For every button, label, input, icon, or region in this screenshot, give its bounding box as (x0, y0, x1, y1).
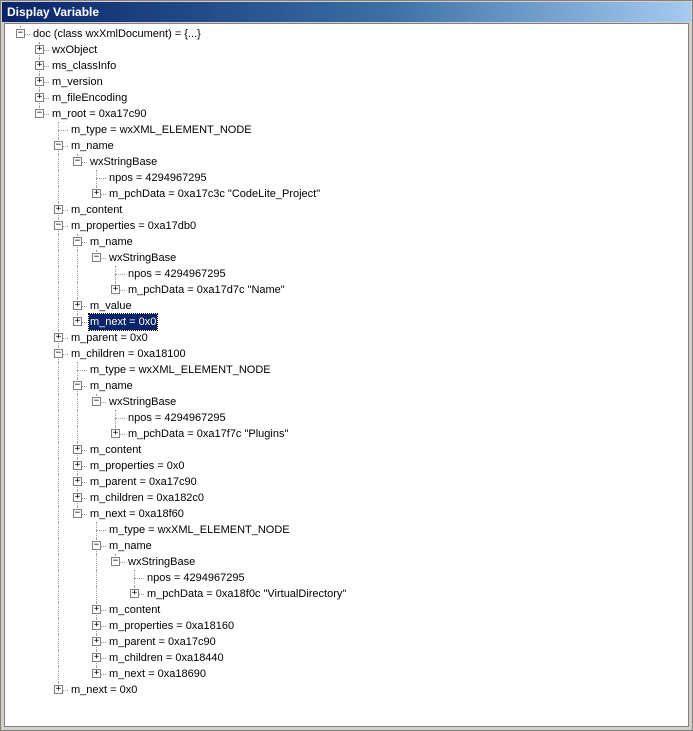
tree-item-label[interactable]: m_properties = 0xa17db0 (71, 220, 197, 232)
collapse-icon[interactable]: − (112, 556, 119, 566)
tree-guide-line (58, 362, 59, 378)
tree-guide-line (58, 538, 59, 554)
tree-row[interactable] (5, 522, 688, 538)
tree-item-label[interactable]: m_version (52, 76, 103, 88)
tree-guide-line (58, 570, 59, 586)
tree-row[interactable] (5, 90, 688, 106)
collapse-icon[interactable]: − (93, 396, 100, 406)
tree-item-label[interactable]: m_type = wxXML_ELEMENT_NODE (71, 124, 252, 136)
expand-icon[interactable]: + (74, 444, 81, 454)
collapse-icon[interactable]: − (55, 140, 62, 150)
tree-guide-line (58, 378, 59, 394)
tree-item-label[interactable]: m_next = 0x0 (90, 316, 157, 328)
expand-icon[interactable]: + (36, 60, 43, 70)
tree-row[interactable] (5, 570, 688, 586)
expand-icon[interactable]: + (112, 428, 119, 438)
collapse-icon[interactable]: − (55, 220, 62, 230)
tree-item-label[interactable]: npos = 4294967295 (128, 412, 226, 424)
collapse-icon[interactable]: − (93, 252, 100, 262)
tree-guide-line (134, 578, 144, 579)
tree-item-label[interactable]: m_root = 0xa17c90 (52, 108, 147, 120)
tree-guide-line (58, 490, 59, 506)
tree-item-label[interactable]: npos = 4294967295 (147, 572, 245, 584)
tree-item-label[interactable]: m_name (90, 380, 133, 392)
tree-guide-line (58, 314, 59, 330)
tree-item-label[interactable]: m_type = wxXML_ELEMENT_NODE (109, 524, 290, 536)
tree-row[interactable] (5, 202, 688, 218)
tree-row[interactable] (5, 298, 688, 314)
tree-guide-line (96, 570, 97, 586)
tree-guide-line (58, 634, 59, 650)
tree-item-label[interactable]: m_content (90, 444, 142, 456)
expand-icon[interactable]: + (36, 92, 43, 102)
tree-item-label[interactable]: m_value (90, 300, 132, 312)
tree-row[interactable] (5, 314, 688, 330)
expand-icon[interactable]: + (93, 188, 100, 198)
expand-icon[interactable]: + (36, 76, 43, 86)
tree-guide-line (58, 650, 59, 666)
tree-guide-line (58, 186, 59, 202)
tree-guide-line (77, 370, 87, 371)
expand-icon[interactable]: + (74, 316, 81, 326)
tree-item-label[interactable]: wxStringBase (109, 396, 177, 408)
tree-item-label[interactable]: m_name (109, 540, 152, 552)
tree-guide-line (77, 410, 78, 426)
expand-icon[interactable]: + (93, 652, 100, 662)
expand-icon[interactable]: + (112, 284, 119, 294)
tree-guide-line (96, 178, 106, 179)
tree-guide-line (58, 442, 59, 458)
tree-guide-line (77, 394, 78, 410)
tree-guide-line (58, 410, 59, 426)
tree-guide-line (58, 170, 59, 186)
expand-icon[interactable]: + (93, 620, 100, 630)
expand-icon[interactable]: + (93, 668, 100, 678)
tree-row[interactable] (5, 362, 688, 378)
tree-row[interactable] (5, 634, 688, 650)
tree-guide-line (96, 554, 97, 570)
tree-item-label[interactable]: m_type = wxXML_ELEMENT_NODE (90, 364, 271, 376)
tree-row[interactable] (5, 106, 688, 122)
tree-row[interactable] (5, 410, 688, 426)
tree-row[interactable] (5, 602, 688, 618)
tree-guide-line (58, 506, 59, 522)
tree-item-label[interactable]: m_children = 0xa18100 (71, 348, 186, 360)
expand-icon[interactable]: + (36, 44, 43, 54)
tree-row[interactable] (5, 74, 688, 90)
tree-guide-line (58, 266, 59, 282)
tree-row[interactable] (5, 538, 688, 554)
tree-guide-line (115, 418, 125, 419)
tree-row[interactable] (5, 618, 688, 634)
tree-row[interactable] (5, 26, 688, 42)
tree-row[interactable] (5, 586, 688, 602)
window-title: Display Variable (2, 2, 691, 22)
tree-row[interactable] (5, 234, 688, 250)
tree-row[interactable] (5, 330, 688, 346)
tree-row[interactable] (5, 442, 688, 458)
tree-row[interactable] (5, 554, 688, 570)
tree-row[interactable] (5, 58, 688, 74)
tree-row[interactable] (5, 186, 688, 202)
tree-guide-line (58, 586, 59, 602)
tree-guide-line (96, 530, 106, 531)
expand-icon[interactable]: + (131, 588, 138, 598)
tree-guide-line (77, 282, 78, 298)
tree-row[interactable] (5, 250, 688, 266)
tree-item-label[interactable]: wxStringBase (90, 156, 158, 168)
tree-item-label[interactable]: m_parent = 0xa17c90 (90, 476, 197, 488)
tree-item-label[interactable]: m_pchData = 0xa17c3c "CodeLite_Project" (109, 188, 321, 200)
tree-item-label[interactable]: m_parent = 0xa17c90 (109, 636, 216, 648)
tree-item-label[interactable]: m_pchData = 0xa18f0c "VirtualDirectory" (147, 588, 347, 600)
tree-row[interactable] (5, 474, 688, 490)
tree-guide-line (77, 250, 78, 266)
tree-item-label[interactable]: m_content (109, 604, 161, 616)
tree-item-label[interactable]: m_next = 0x0 (71, 684, 138, 696)
tree-row[interactable] (5, 170, 688, 186)
tree-row[interactable] (5, 458, 688, 474)
tree-guide-line (115, 274, 125, 275)
expand-icon[interactable]: + (55, 204, 62, 214)
tree-guide-line (96, 586, 97, 602)
tree-item-label[interactable]: ms_classInfo (52, 60, 117, 72)
tree-guide-line (58, 474, 59, 490)
tree-item-label[interactable]: m_properties = 0x0 (90, 460, 185, 472)
expand-icon[interactable]: + (74, 300, 81, 310)
tree-item-label[interactable]: m_pchData = 0xa17d7c "Name" (128, 284, 285, 296)
tree-row[interactable] (5, 42, 688, 58)
tree-item-label[interactable]: wxStringBase (128, 556, 196, 568)
tree-guide-line (77, 426, 78, 442)
tree-row[interactable] (5, 266, 688, 282)
tree-item-label[interactable]: doc (class wxXmlDocument) = {...} (33, 28, 201, 40)
variable-tree[interactable] (4, 23, 689, 727)
tree-guide-line (58, 602, 59, 618)
collapse-icon[interactable]: − (55, 348, 62, 358)
collapse-icon[interactable]: − (74, 236, 81, 246)
tree-guide-line (58, 250, 59, 266)
tree-guide-line (58, 618, 59, 634)
tree-row[interactable] (5, 426, 688, 442)
tree-item-label[interactable]: m_children = 0xa18440 (109, 652, 224, 664)
tree-row[interactable] (5, 394, 688, 410)
tree-row[interactable] (5, 666, 688, 682)
tree-item-label[interactable]: m_name (71, 140, 114, 152)
tree-item-label[interactable]: m_children = 0xa182c0 (90, 492, 205, 504)
tree-guide-line (58, 394, 59, 410)
tree-guide-line (58, 554, 59, 570)
tree-item-label[interactable]: m_parent = 0x0 (71, 332, 148, 344)
tree-guide-line (58, 282, 59, 298)
tree-item-label[interactable]: wxObject (52, 44, 98, 56)
expand-icon[interactable]: + (93, 604, 100, 614)
tree-item-label[interactable]: m_content (71, 204, 123, 216)
tree-item-label[interactable]: m_next = 0xa18f60 (90, 508, 184, 520)
tree-guide-line (58, 298, 59, 314)
collapse-icon[interactable]: − (17, 28, 24, 38)
expand-icon[interactable]: + (93, 636, 100, 646)
expand-icon[interactable]: + (55, 332, 62, 342)
collapse-icon[interactable]: − (36, 108, 43, 118)
tree-row[interactable] (5, 346, 688, 362)
tree-item-label[interactable]: npos = 4294967295 (128, 268, 226, 280)
tree-item-label[interactable]: m_pchData = 0xa17f7c "Plugins" (128, 428, 289, 440)
expand-icon[interactable]: + (74, 492, 81, 502)
tree-item-label[interactable]: npos = 4294967295 (109, 172, 207, 184)
tree-guide-line (58, 458, 59, 474)
tree-row[interactable] (5, 138, 688, 154)
tree-row[interactable] (5, 122, 688, 138)
tree-row[interactable] (5, 490, 688, 506)
collapse-icon[interactable]: − (74, 508, 81, 518)
tree-item-label[interactable]: wxStringBase (109, 252, 177, 264)
tree-guide-line (58, 130, 68, 131)
tree-guide-line (58, 666, 59, 682)
tree-item-label[interactable]: m_next = 0xa18690 (109, 668, 206, 680)
tree-row[interactable] (5, 378, 688, 394)
tree-row[interactable] (5, 506, 688, 522)
expand-icon[interactable]: + (55, 684, 62, 694)
tree-item-label[interactable]: m_name (90, 236, 133, 248)
tree-item-label[interactable]: m_properties = 0xa18160 (109, 620, 235, 632)
tree-guide-line (58, 522, 59, 538)
tree-row[interactable] (5, 682, 688, 698)
tree-row[interactable] (5, 282, 688, 298)
tree-guide-line (77, 266, 78, 282)
collapse-icon[interactable]: − (74, 156, 81, 166)
expand-icon[interactable]: + (74, 460, 81, 470)
tree-guide-line (58, 234, 59, 250)
tree-row[interactable] (5, 218, 688, 234)
collapse-icon[interactable]: − (93, 540, 100, 550)
tree-guide-line (58, 426, 59, 442)
tree-item-label[interactable]: m_fileEncoding (52, 92, 128, 104)
expand-icon[interactable]: + (74, 476, 81, 486)
collapse-icon[interactable]: − (74, 380, 81, 390)
tree-guide-line (58, 154, 59, 170)
tree-row[interactable] (5, 154, 688, 170)
tree-row[interactable] (5, 650, 688, 666)
